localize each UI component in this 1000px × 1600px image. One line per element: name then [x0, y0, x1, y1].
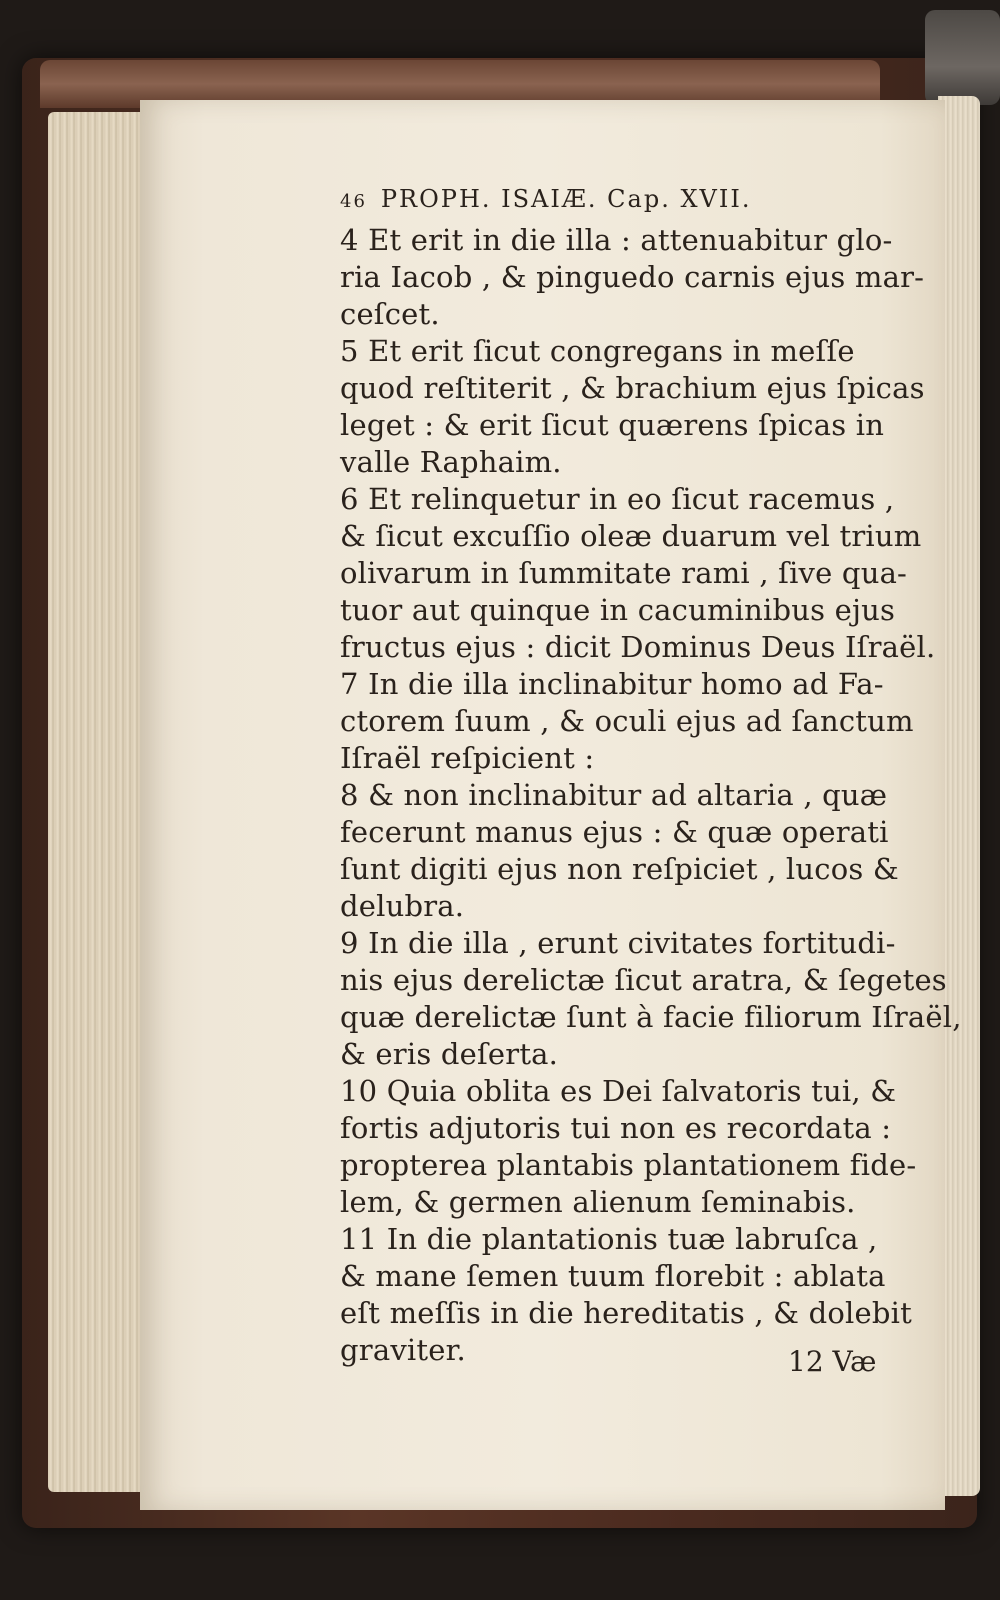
text-line: 8 & non inclinabitur ad altaria , quæ — [340, 778, 888, 812]
catchword: 12 Væ — [788, 1345, 877, 1378]
text-line: ria Iacob , & pinguedo carnis ejus mar- — [340, 260, 925, 294]
text-line: ctorem ſuum , & oculi ejus ad ſanctum — [340, 704, 914, 738]
text-line: fortis adjutoris tui non es recordata : — [340, 1111, 892, 1145]
page-number: 46 — [340, 191, 367, 212]
book-clasp — [925, 10, 1000, 105]
text-line: 7 In die illa inclinabitur homo ad Fa- — [340, 667, 884, 701]
text-line: graviter. — [340, 1333, 466, 1367]
text-line: olivarum in ſummitate rami , ſive qua- — [340, 556, 908, 590]
text-line: 10 Quia oblita es Dei ſalvatoris tui, & — [340, 1074, 897, 1108]
text-line: leget : & erit ſicut quærens ſpicas in — [340, 408, 885, 442]
text-line: quæ derelictæ ſunt à facie filiorum Iſraël, — [340, 1000, 962, 1034]
text-line: 6 Et relinquetur in eo ſicut racemus , — [340, 482, 895, 516]
running-header — [340, 185, 880, 225]
running-head: PROPH. ISAIÆ. Cap. XVII. — [380, 185, 752, 213]
text-line: fecerunt manus ejus : & quæ operati — [340, 815, 889, 849]
text-line: & eris deſerta. — [340, 1037, 559, 1071]
text-line: & mane ſemen tuum florebit : ablata — [340, 1259, 886, 1293]
text-line: ſunt digiti ejus non reſpiciet , lucos & — [340, 852, 899, 886]
text-line: lem, & germen alienum ſeminabis. — [340, 1185, 856, 1219]
text-line: 5 Et erit ſicut congregans in meſſe — [340, 334, 855, 368]
text-line: 11 In die plantationis tuæ labruſca , — [340, 1222, 878, 1256]
text-line: fructus ejus : dicit Dominus Deus Iſraël. — [340, 630, 936, 664]
text-line: Iſraël reſpicient : — [340, 741, 595, 775]
text-line: valle Raphaim. — [340, 445, 562, 479]
text-line: nis ejus derelictæ ſicut aratra, & ſegetes — [340, 963, 947, 997]
text-line: ceſcet. — [340, 297, 440, 331]
text-line: tuor aut quinque in cacuminibus ejus — [340, 593, 896, 627]
text-line: quod reſtiterit , & brachium ejus ſpicas — [340, 371, 925, 405]
text-line: 9 In die illa , erunt civitates fortitudi- — [340, 926, 896, 960]
book-page — [140, 100, 962, 1510]
text-line: propterea plantabis plantationem fide- — [340, 1148, 917, 1182]
text-line: 4 Et erit in die illa : attenuabitur glo- — [340, 223, 893, 257]
text-line: & ſicut excuſſio oleæ duarum vel trium — [340, 519, 922, 553]
text-line: delubra. — [340, 889, 465, 923]
text-line: eſt meſſis in die hereditatis , & dolebit — [340, 1296, 912, 1330]
